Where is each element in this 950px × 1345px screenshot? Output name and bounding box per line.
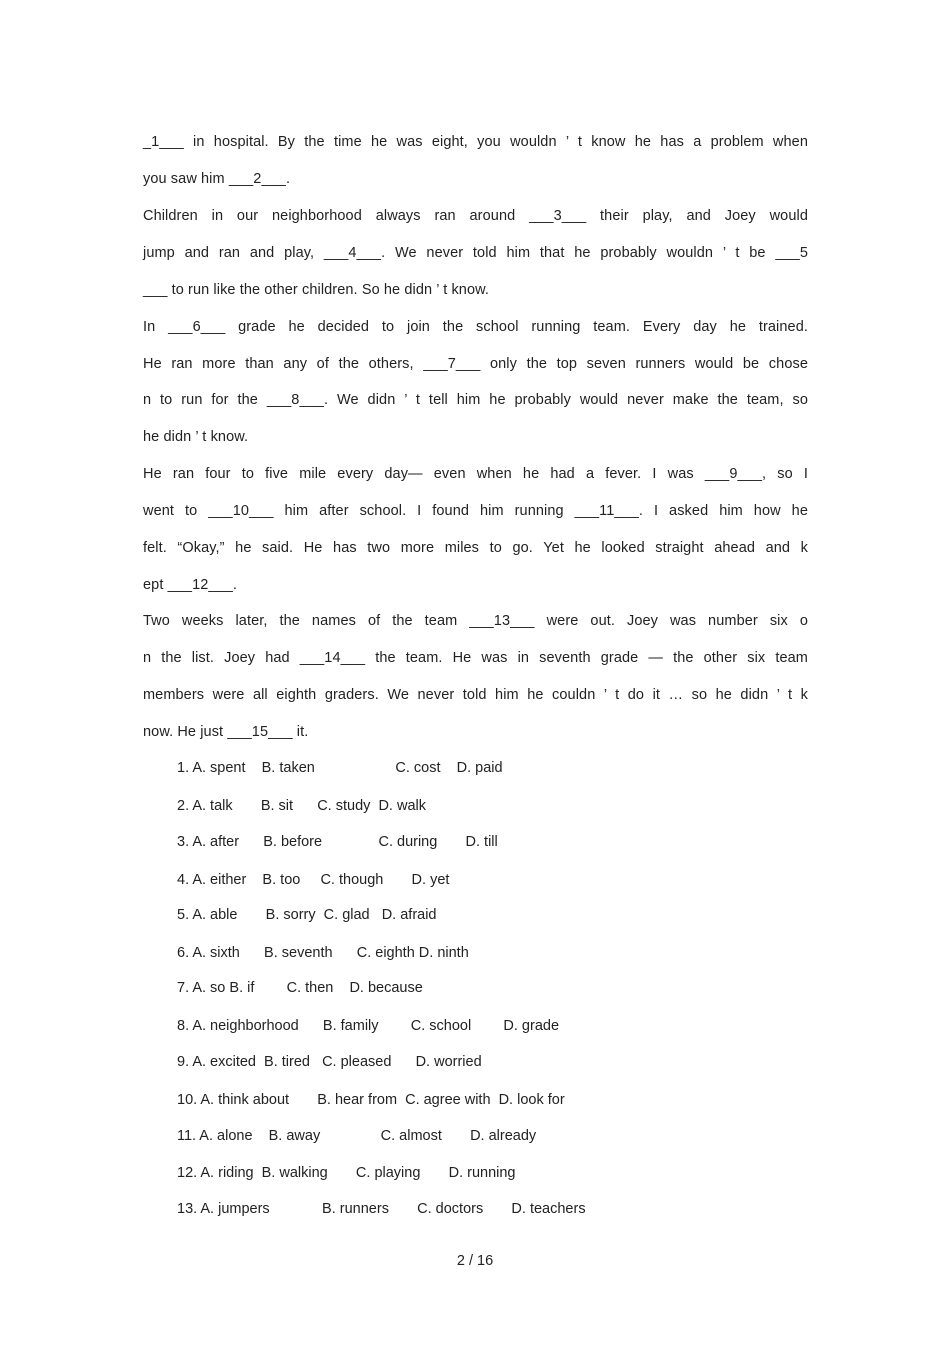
passage-line-2: you saw him ___2___. xyxy=(143,171,291,187)
passage-line-12: felt. “Okay,” he said. He has two more miles to go. Yet he looked straight ahead and k xyxy=(143,540,808,556)
passage-line-4: jump and ran and play, ___4___. We never told him that he probably wouldn ’ t be ___5 xyxy=(143,245,808,261)
option-row-8: 8. A. neighborhood B. family C. school D. grade xyxy=(177,1018,560,1034)
option-row-12: 12. A. riding B. walking C. playing D. running xyxy=(177,1165,516,1181)
option-row-4: 4. A. either B. too C. though D. yet xyxy=(177,872,450,888)
passage-line-3: Children in our neighborhood always ran around ___3___ their play, and Joey would xyxy=(143,208,808,224)
page-number: 2 / 16 xyxy=(456,1253,494,1269)
option-row-10: 10. A. think about B. hear from C. agree with D. look for xyxy=(177,1092,565,1108)
passage-line-15: n the list. Joey had ___14___ the team. He was in seventh grade — the other six team xyxy=(143,650,808,666)
passage-line-11: went to ___10___ him after school. I found him running ___11___. I asked him how he xyxy=(143,503,808,519)
passage-line-1: _1___ in hospital. By the time he was eight, you wouldn ’ t know he has a problem when xyxy=(143,134,808,150)
option-row-5: 5. A. able B. sorry C. glad D. afraid xyxy=(177,907,437,923)
option-row-7: 7. A. so B. if C. then D. because xyxy=(177,980,423,996)
passage-line-5: ___ to run like the other children. So he didn ’ t know. xyxy=(143,282,490,298)
option-row-6: 6. A. sixth B. seventh C. eighth D. ninth xyxy=(177,945,469,961)
passage-line-7: He ran more than any of the others, ___7___ only the top seven runners would be chose xyxy=(143,356,808,372)
passage-line-8: n to run for the ___8___. We didn ’ t tell him he probably would never make the team, so xyxy=(143,392,808,408)
passage-line-9: he didn ’ t know. xyxy=(143,429,249,445)
option-row-13: 13. A. jumpers B. runners C. doctors D. teachers xyxy=(177,1201,586,1217)
option-row-9: 9. A. excited B. tired C. pleased D. worried xyxy=(177,1054,482,1070)
passage-line-16: members were all eighth graders. We never told him he couldn ’ t do it … so he didn ’ t k xyxy=(143,687,808,703)
option-row-1: 1. A. spent B. taken C. cost D. paid xyxy=(177,760,503,776)
passage-line-17: now. He just ___15___ it. xyxy=(143,724,309,740)
option-row-2: 2. A. talk B. sit C. study D. walk xyxy=(177,798,426,814)
passage-line-6: In ___6___ grade he decided to join the school running team. Every day he trained. xyxy=(143,319,808,335)
passage-line-10: He ran four to five mile every day— even when he had a fever. I was ___9___, so I xyxy=(143,466,808,482)
option-row-11: 11. A. alone B. away C. almost D. already xyxy=(177,1128,537,1144)
passage-line-13: ept ___12___. xyxy=(143,577,238,593)
passage-line-14: Two weeks later, the names of the team ___13___ were out. Joey was number six o xyxy=(143,613,808,629)
option-row-3: 3. A. after B. before C. during D. till xyxy=(177,834,498,850)
